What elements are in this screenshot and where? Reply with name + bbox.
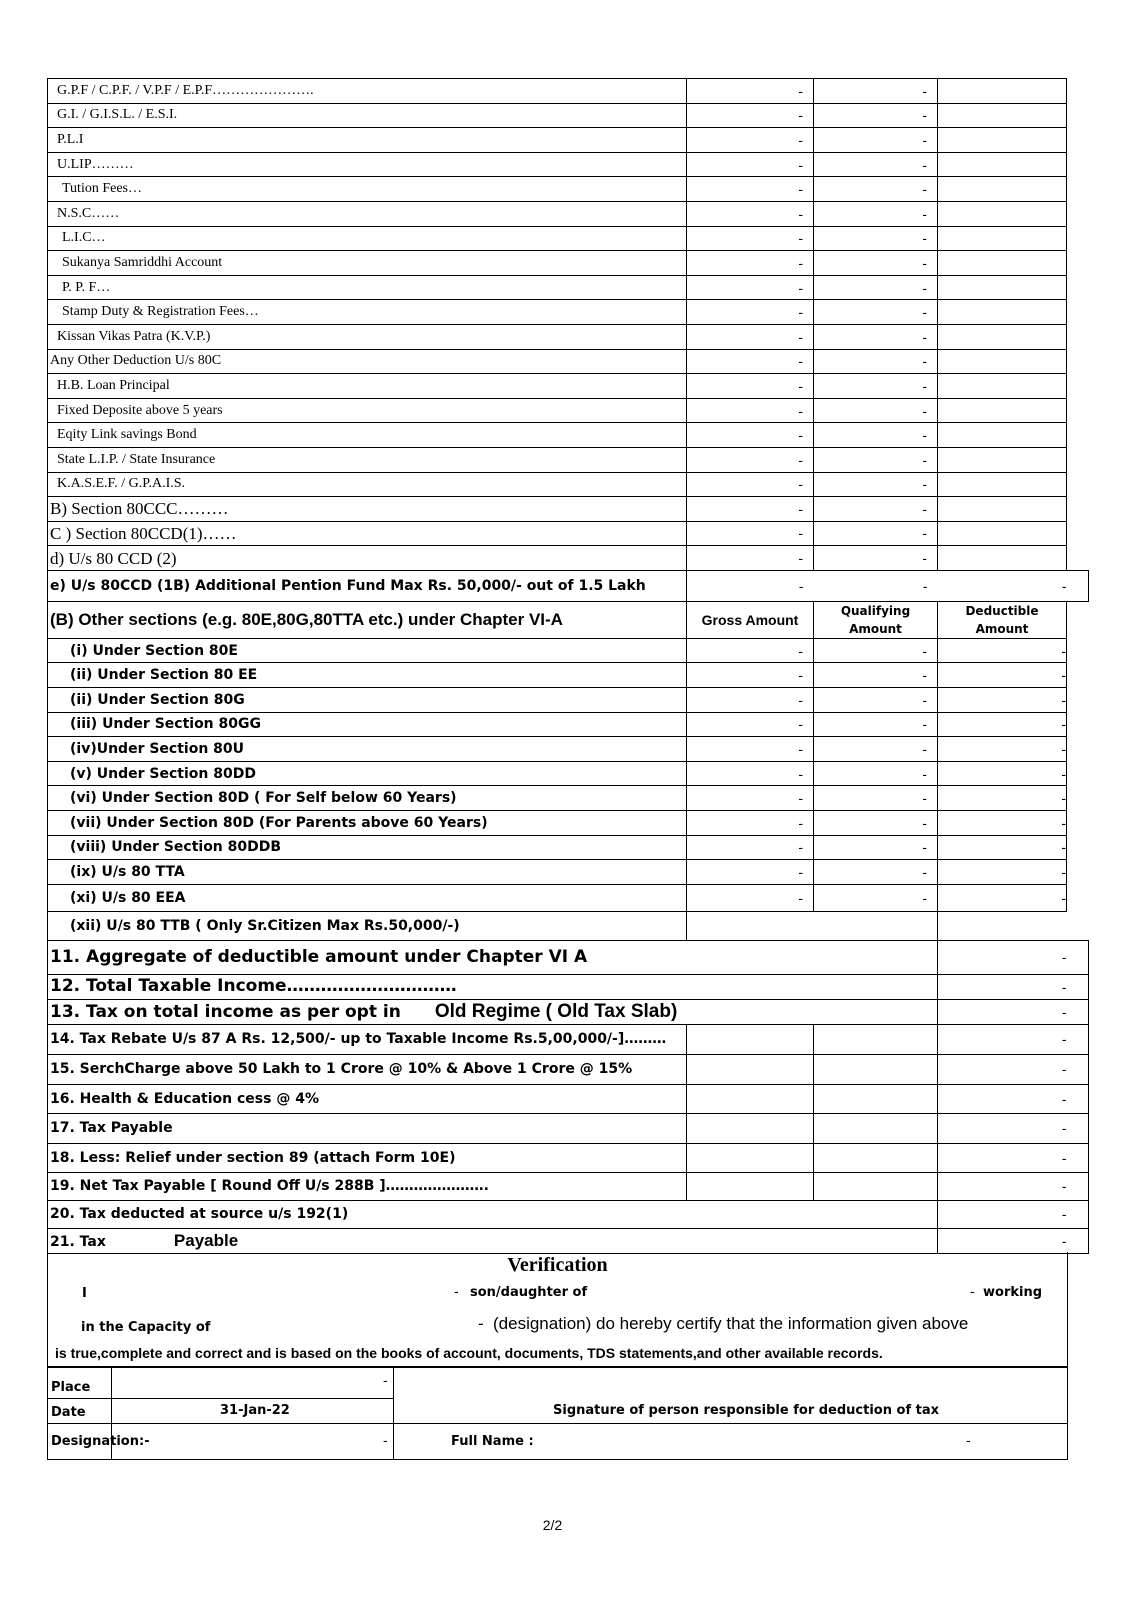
deductible-amount[interactable]: - — [938, 638, 1067, 663]
total-label — [48, 940, 938, 974]
total-label-text: 12. Total Taxable Income………………………… — [50, 976, 457, 997]
deduction-label: (ix) U/s 80 TTA — [48, 860, 687, 885]
spacer — [1067, 521, 1089, 546]
total-row — [48, 940, 1089, 974]
deduction-label: d) U/s 80 CCD (2) — [48, 546, 687, 571]
gross-amount[interactable]: - — [687, 128, 814, 153]
deduction-label: Fixed Deposite above 5 years — [48, 398, 687, 423]
place-value[interactable]: - — [383, 1374, 388, 1389]
spacer — [1067, 1143, 1089, 1172]
qualifying-amount[interactable]: - — [814, 472, 938, 497]
verification-title: Verification — [507, 1254, 608, 1276]
section-b-row — [48, 860, 1089, 885]
deductible-amount[interactable]: - — [938, 811, 1067, 836]
spacer — [1067, 423, 1089, 448]
deduction-label: B) Section 80CCC……… — [48, 497, 687, 522]
spacer — [1067, 1113, 1089, 1143]
qualifying-line1: Qualifying — [840, 603, 911, 618]
empty-cell — [687, 1054, 814, 1084]
total-row — [48, 1113, 1089, 1143]
deduction-row — [48, 324, 1089, 349]
deduction-label: G.I. / G.I.S.L. / E.S.I. — [48, 103, 687, 128]
total-value[interactable]: - — [938, 999, 1067, 1024]
deductible-amount[interactable]: - — [938, 663, 1067, 688]
spacer — [1067, 1084, 1089, 1113]
empty-cell — [687, 1172, 814, 1200]
empty-cell — [687, 1113, 814, 1143]
deduction-label: U.LIP……… — [48, 152, 687, 177]
qualifying-amount[interactable]: - — [814, 349, 938, 374]
spacer — [1067, 884, 1089, 911]
deductible-amount[interactable]: - — [938, 570, 1067, 601]
spacer — [1067, 152, 1089, 177]
deductible-amount[interactable] — [938, 300, 1067, 325]
empty-cell — [814, 1172, 938, 1200]
section-b-row — [48, 737, 1089, 762]
qualifying-amount[interactable]: - — [814, 884, 938, 911]
gross-amount[interactable]: - — [687, 398, 814, 423]
total-label-text: 17. Tax Payable — [50, 1120, 173, 1137]
deductible-amount[interactable]: - — [938, 835, 1067, 860]
deduction-row — [48, 103, 1089, 128]
total-value[interactable]: - — [938, 974, 1067, 999]
total-row — [48, 1172, 1089, 1200]
gross-amount[interactable]: - — [687, 688, 814, 713]
section-b-row — [48, 638, 1089, 663]
deduction-row — [48, 423, 1089, 448]
total-label-text: 20. Tax deducted at source u/s 192(1) — [50, 1206, 349, 1223]
deductible-amount[interactable]: - — [938, 884, 1067, 911]
qualifying-amount[interactable]: - — [814, 128, 938, 153]
deduction-label: (iii) Under Section 80GG — [48, 712, 687, 737]
deduction-row — [48, 447, 1089, 472]
spacer — [1067, 201, 1089, 226]
place-label: Place — [51, 1380, 91, 1395]
deduction-label: e) U/s 80CCD (1B) Additional Pention Fund Max Rs. 50,000/- out of 1.5 Lakh — [48, 570, 687, 601]
spacer — [1067, 860, 1089, 885]
deduction-row — [48, 201, 1089, 226]
spacer — [1067, 1200, 1089, 1228]
empty-cell — [814, 1143, 938, 1172]
qualifying-amount[interactable]: - — [814, 447, 938, 472]
total-label — [48, 999, 938, 1024]
gross-amount[interactable]: - — [687, 860, 814, 885]
section-b-row — [48, 761, 1089, 786]
section-b-row — [48, 835, 1089, 860]
deduction-row — [48, 251, 1089, 276]
spacer — [1067, 688, 1089, 713]
total-label-text: 11. Aggregate of deductible amount under Chapter VI A — [50, 946, 588, 967]
spacer — [1067, 398, 1089, 423]
section-b-row — [48, 688, 1089, 713]
spacer — [1067, 638, 1089, 663]
deduction-label: (i) Under Section 80E — [48, 638, 687, 663]
empty-cell — [687, 1024, 814, 1054]
section-b-row — [48, 786, 1089, 811]
designation-value[interactable]: - — [383, 1434, 388, 1449]
qualifying-amount[interactable]: - — [814, 251, 938, 276]
total-value[interactable]: - — [938, 1200, 1067, 1228]
deduction-row — [48, 374, 1089, 399]
date-label: Date — [51, 1405, 86, 1420]
total-label — [48, 1200, 938, 1228]
gross-amount[interactable]: - — [687, 497, 814, 522]
deduction-row — [48, 521, 1089, 546]
section-b-row — [48, 712, 1089, 737]
designation-label: Designation:- — [51, 1434, 150, 1449]
empty-cell — [687, 1084, 814, 1113]
gross-amount[interactable]: - — [687, 472, 814, 497]
deductible-amount[interactable]: - — [938, 737, 1067, 762]
spacer — [1067, 472, 1089, 497]
gross-amount[interactable]: - — [687, 737, 814, 762]
signature-section — [47, 1367, 1068, 1460]
deductible-amount[interactable] — [938, 177, 1067, 202]
deductible-amount[interactable] — [938, 152, 1067, 177]
total-row — [48, 974, 1089, 999]
qualifying-amount[interactable]: - — [814, 177, 938, 202]
deduction-label: N.S.C…… — [48, 201, 687, 226]
deduction-label: (xii) U/s 80 TTB ( Only Sr.Citizen Max Rs.50,000/-) — [48, 911, 687, 940]
working-label: working — [983, 1285, 1043, 1300]
qualifying-amount[interactable]: - — [814, 79, 938, 104]
spacer — [1067, 601, 1089, 638]
deduction-row — [48, 226, 1089, 251]
qualifying-amount[interactable]: - — [814, 300, 938, 325]
deduction-label: L.I.C… — [48, 226, 687, 251]
working-dash[interactable]: - — [970, 1285, 975, 1300]
deductible-amount[interactable] — [938, 251, 1067, 276]
spacer — [1067, 737, 1089, 762]
gross-amount[interactable]: - — [687, 811, 814, 836]
qualifying-amount[interactable]: - — [814, 275, 938, 300]
deduction-row — [48, 398, 1089, 423]
deduction-row — [48, 152, 1089, 177]
gross-amount[interactable]: - — [687, 835, 814, 860]
total-value[interactable]: - — [938, 1143, 1067, 1172]
son-daughter-label: son/daughter of — [470, 1285, 588, 1300]
total-label — [48, 974, 938, 999]
qualifying-amount[interactable]: - — [814, 423, 938, 448]
qualifying-amount[interactable]: - — [814, 638, 938, 663]
spacer — [1067, 1054, 1089, 1084]
spacer — [1067, 349, 1089, 374]
gross-amount[interactable]: - — [687, 423, 814, 448]
deductible-amount-header — [938, 601, 1067, 638]
total-label-text: 13. Tax on total income as per opt in — [50, 1002, 401, 1023]
section-b-row — [48, 663, 1089, 688]
signature-text: Signature of person responsible for deduction of tax — [553, 1403, 940, 1418]
deductible-amount[interactable] — [938, 128, 1067, 153]
deduction-label: Any Other Deduction U/s 80C — [48, 349, 687, 374]
qualifying-amount[interactable]: - — [814, 546, 938, 571]
spacer — [1067, 663, 1089, 688]
deductible-amount[interactable] — [938, 349, 1067, 374]
deduction-label: C ) Section 80CCD(1)…… — [48, 521, 687, 546]
deduction-row — [48, 300, 1089, 325]
deductible-line2: Amount — [975, 621, 1029, 636]
qualifying-amount[interactable]: - — [814, 201, 938, 226]
spacer — [1067, 546, 1089, 571]
gross-amount[interactable]: - — [687, 638, 814, 663]
deductible-amount[interactable] — [938, 472, 1067, 497]
empty-cell — [814, 1054, 938, 1084]
section-b-header — [48, 601, 1089, 638]
spacer — [1067, 835, 1089, 860]
deductible-amount[interactable] — [938, 226, 1067, 251]
section-b-title: (B) Other sections (e.g. 80E,80G,80TTA etc.) under Chapter VI-A — [48, 601, 687, 638]
spacer — [1067, 226, 1089, 251]
total-row — [48, 1024, 1089, 1054]
total-row — [48, 999, 1089, 1024]
deduction-label: State L.I.P. / State Insurance — [48, 447, 687, 472]
empty-cell — [814, 1113, 938, 1143]
qualifying-amount[interactable]: - — [814, 398, 938, 423]
qualifying-amount[interactable]: - — [814, 786, 938, 811]
deduction-row — [48, 275, 1089, 300]
spacer — [1067, 275, 1089, 300]
deduction-label: (vii) Under Section 80D (For Parents above 60 Years) — [48, 811, 687, 836]
qualifying-amount[interactable]: - — [814, 521, 938, 546]
total-label — [48, 1143, 687, 1172]
gross-amount[interactable]: - — [687, 884, 814, 911]
spacer — [1067, 447, 1089, 472]
gross-amount[interactable]: - — [687, 712, 814, 737]
total-label-text: 19. Net Tax Payable [ Round Off U/s 288B ]…………………. — [50, 1178, 490, 1195]
verification-i: I — [82, 1286, 87, 1301]
deduction-row — [48, 472, 1089, 497]
spacer — [1067, 1172, 1089, 1200]
gross-amount[interactable]: - — [687, 324, 814, 349]
gross-amount[interactable]: - — [687, 663, 814, 688]
gross-amount[interactable]: - — [687, 447, 814, 472]
deductible-amount[interactable] — [938, 521, 1067, 546]
gross-amount[interactable]: - — [687, 201, 814, 226]
total-label — [48, 1228, 938, 1253]
spacer — [1067, 300, 1089, 325]
gross-amount[interactable]: - — [687, 79, 814, 104]
deductible-amount[interactable]: - — [938, 761, 1067, 786]
total-label-text: 14. Tax Rebate U/s 87 A Rs. 12,500/- up to Taxable Income Rs.5,00,000/-]……… — [50, 1031, 667, 1048]
qualifying-amount[interactable]: - — [814, 860, 938, 885]
spacer — [1067, 761, 1089, 786]
gross-amount[interactable]: - — [687, 275, 814, 300]
deduction-label: K.A.S.E.F. / G.P.A.I.S. — [48, 472, 687, 497]
spacer — [1067, 324, 1089, 349]
total-value[interactable]: - — [938, 940, 1067, 974]
date-value[interactable]: 31-Jan-22 — [220, 1403, 290, 1418]
empty-cell — [814, 1024, 938, 1054]
deductible-amount[interactable] — [938, 447, 1067, 472]
total-label — [48, 1113, 687, 1143]
gross-amount[interactable]: - — [687, 521, 814, 546]
deductible-amount[interactable] — [938, 546, 1067, 571]
empty-cell — [687, 911, 938, 940]
deduction-label: Eqity Link savings Bond — [48, 423, 687, 448]
total-label-text: 16. Health & Education cess @ 4% — [50, 1090, 319, 1107]
deduction-label: (vi) Under Section 80D ( For Self below 60 Years) — [48, 786, 687, 811]
deductible-amount[interactable] — [938, 103, 1067, 128]
deduction-row — [48, 349, 1089, 374]
total-row — [48, 1084, 1089, 1113]
spacer — [1067, 374, 1089, 399]
empty-cell — [687, 1143, 814, 1172]
spacer — [1067, 177, 1089, 202]
total-value[interactable]: - — [938, 1054, 1067, 1084]
section-b-row — [48, 811, 1089, 836]
gross-amount[interactable]: - — [687, 349, 814, 374]
gross-amount[interactable]: - — [687, 226, 814, 251]
gross-amount[interactable]: - — [687, 761, 814, 786]
spacer — [1067, 811, 1089, 836]
deduction-label: P. P. F… — [48, 275, 687, 300]
total-value[interactable]: - — [938, 1228, 1067, 1253]
deduction-label: (v) Under Section 80DD — [48, 761, 687, 786]
qualifying-amount[interactable]: - — [814, 103, 938, 128]
deductible-line1: Deductible — [965, 603, 1039, 618]
spacer — [1067, 128, 1089, 153]
spacer — [1067, 1024, 1089, 1054]
capacity-dash[interactable]: - — [478, 1314, 484, 1333]
qualifying-amount[interactable]: - — [814, 497, 938, 522]
deduction-label: Stamp Duty & Registration Fees… — [48, 300, 687, 325]
spacer — [1067, 911, 1089, 940]
qualifying-amount[interactable]: - — [814, 663, 938, 688]
total-label — [48, 1024, 687, 1054]
spacer — [1067, 1228, 1089, 1253]
total-value[interactable]: - — [938, 1084, 1067, 1113]
deduction-row — [48, 177, 1089, 202]
deductible-amount[interactable]: - — [938, 712, 1067, 737]
gross-amount[interactable]: - — [687, 374, 814, 399]
gross-amount[interactable]: - — [687, 546, 814, 571]
total-value[interactable]: - — [938, 1024, 1067, 1054]
deduction-label: P.L.I — [48, 128, 687, 153]
empty-cell — [938, 911, 1067, 940]
full-name-value[interactable]: - — [966, 1434, 971, 1449]
total-label — [48, 1084, 687, 1113]
deduction-row-80ccd1b — [48, 570, 1089, 601]
qualifying-amount[interactable]: - — [814, 811, 938, 836]
total-value[interactable]: - — [938, 1172, 1067, 1200]
spacer — [1067, 570, 1089, 601]
deduction-label: (xi) U/s 80 EEA — [48, 884, 687, 911]
deductible-amount[interactable]: - — [938, 688, 1067, 713]
qualifying-amount-header — [814, 601, 938, 638]
gross-amount[interactable]: - — [687, 103, 814, 128]
total-label-text: 18. Less: Relief under section 89 (attach Form 10E) — [50, 1149, 456, 1166]
gross-amount[interactable]: - — [687, 786, 814, 811]
spacer — [1067, 999, 1089, 1024]
total-label-text: 21. Tax — [50, 1234, 106, 1251]
spacer — [1067, 974, 1089, 999]
empty-cell — [814, 1084, 938, 1113]
deductible-amount[interactable] — [938, 201, 1067, 226]
deductible-amount[interactable] — [938, 423, 1067, 448]
deductible-amount[interactable] — [938, 79, 1067, 104]
section-b-row — [48, 884, 1089, 911]
deductible-amount[interactable] — [938, 324, 1067, 349]
deduction-label: (ii) Under Section 80G — [48, 688, 687, 713]
spacer — [1067, 786, 1089, 811]
spacer — [1067, 79, 1089, 104]
full-name-label: Full Name : — [451, 1434, 534, 1449]
deduction-row — [48, 128, 1089, 153]
total-row — [48, 1143, 1089, 1172]
total-label — [48, 1054, 687, 1084]
total-label-text: 15. SerchCharge above 50 Lakh to 1 Crore @ 10% & Above 1 Crore @ 15% — [50, 1061, 633, 1078]
qualifying-line2: Amount — [849, 621, 902, 636]
qualifying-amount[interactable]: - — [814, 761, 938, 786]
deduction-row — [48, 546, 1089, 571]
deduction-table — [47, 78, 1089, 1254]
deduction-label: Kissan Vikas Patra (K.V.P.) — [48, 324, 687, 349]
gross-amount[interactable]: - — [687, 251, 814, 276]
spacer — [1067, 251, 1089, 276]
deduction-row — [48, 79, 1089, 104]
deductible-amount[interactable] — [938, 398, 1067, 423]
qualifying-amount[interactable]: - — [814, 374, 938, 399]
deductible-amount[interactable]: - — [938, 786, 1067, 811]
qualifying-amount[interactable]: - — [814, 152, 938, 177]
page-number: 2/2 — [542, 1517, 563, 1533]
qualifying-amount[interactable]: - — [814, 835, 938, 860]
qualifying-amount[interactable]: - — [814, 688, 938, 713]
qualifying-amount[interactable]: - — [814, 737, 938, 762]
total-label — [48, 1172, 687, 1200]
capacity-label: in the Capacity of — [81, 1320, 211, 1335]
designation-certify-text: (designation) do hereby certify that the information given above — [493, 1314, 969, 1333]
deduction-label: (iv)Under Section 80U — [48, 737, 687, 762]
qualifying-amount[interactable]: - — [814, 324, 938, 349]
spacer — [1067, 940, 1089, 974]
tax-regime-value[interactable]: Old Regime ( Old Tax Slab) — [434, 1001, 678, 1023]
gross-amount-header: Gross Amount — [687, 601, 814, 638]
total-row — [48, 1228, 1089, 1253]
total-value[interactable]: - — [938, 1113, 1067, 1143]
total-row — [48, 1200, 1089, 1228]
deductible-amount[interactable] — [938, 497, 1067, 522]
gross-amount[interactable]: - — [687, 300, 814, 325]
qualifying-amount[interactable]: - — [814, 712, 938, 737]
deduction-label: (ii) Under Section 80 EE — [48, 663, 687, 688]
qualifying-amount[interactable]: - — [814, 570, 938, 601]
verification-section — [47, 1252, 1068, 1367]
employee-name-value[interactable]: - — [454, 1285, 459, 1300]
section-b-row-80ttb — [48, 911, 1089, 940]
gross-amount[interactable]: - — [687, 152, 814, 177]
deduction-label: G.P.F / C.P.F. / V.P.F / E.P.F…………………. — [48, 79, 687, 104]
deduction-label: (viii) Under Section 80DDB — [48, 835, 687, 860]
deductible-amount[interactable] — [938, 374, 1067, 399]
deduction-label: H.B. Loan Principal — [48, 374, 687, 399]
qualifying-amount[interactable]: - — [814, 226, 938, 251]
spacer — [1067, 497, 1089, 522]
spacer — [1067, 712, 1089, 737]
deduction-row — [48, 497, 1089, 522]
gross-amount[interactable]: - — [687, 177, 814, 202]
spacer — [1067, 103, 1089, 128]
deductible-amount[interactable]: - — [938, 860, 1067, 885]
deductible-amount[interactable] — [938, 275, 1067, 300]
tax-status-value: Payable — [173, 1231, 239, 1251]
deduction-label: Sukanya Samriddhi Account — [48, 251, 687, 276]
gross-amount[interactable]: - — [687, 570, 814, 601]
verification-statement: is true,complete and correct and is based on the books of account, documents, TDS statements,and other available records. — [55, 1345, 883, 1361]
deduction-label: Tution Fees… — [48, 177, 687, 202]
total-row — [48, 1054, 1089, 1084]
